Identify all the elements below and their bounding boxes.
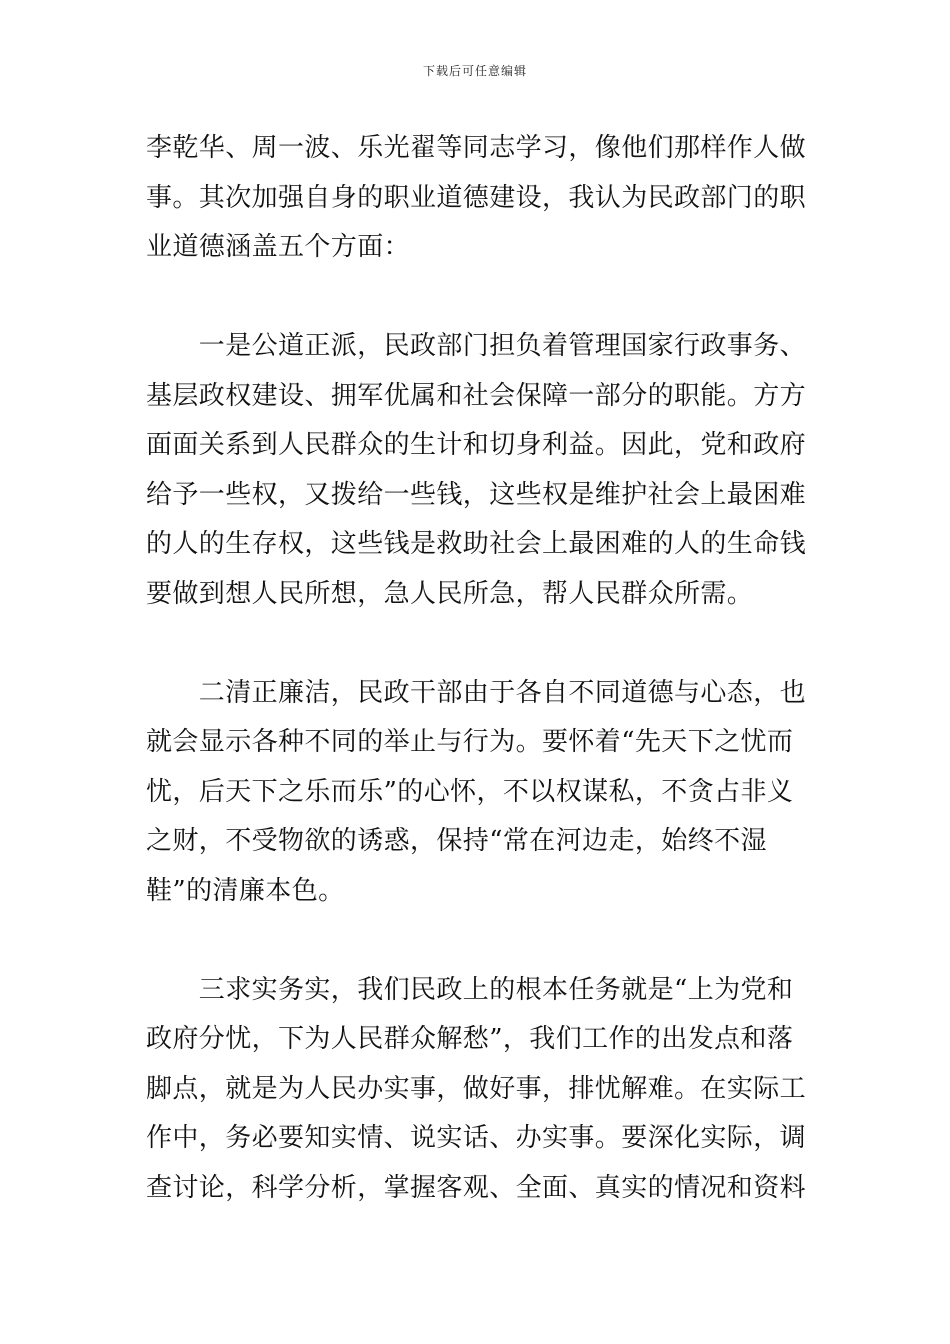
text-line: 三求实务实，我们民政上的根本任务就是“上为党和 [146, 974, 794, 1005]
paragraph-intro [146, 124, 808, 273]
text-line: 基层政权建设、拥军优属和社会保障一部分的职能。方方 [146, 380, 807, 411]
text-line: 查讨论，科学分析，掌握客观、全面、真实的情况和资料 [146, 1172, 807, 1203]
text-line: 一是公道正派，民政部门担负着管理国家行政事务、 [146, 331, 807, 361]
text-line: 之财，不受物欲的诱惑，保持“常在河边走，始终不湿 [146, 826, 767, 856]
text-line: 就会显示各种不同的举止与行为。要怀着“先天下之忧而 [146, 727, 794, 757]
page-header-note: 下载后可任意编辑 [422, 64, 527, 78]
text-line: 脚点，就是为人民办实事，做好事，排忧解难。在实际工 [146, 1073, 807, 1104]
paragraph-point-one [146, 322, 808, 619]
text-line: 忧，后天下之乐而乐”的心怀，不以权谋私，不贪占非义 [146, 776, 794, 807]
text-line: 事。其次加强自身的职业道德建设，我认为民政部门的职 [146, 182, 807, 213]
document-body [146, 124, 808, 1213]
text-line: 二清正廉洁，民政干部由于各自不同道德与心态，也 [146, 677, 807, 708]
text-line: 鞋”的清廉本色。 [146, 875, 345, 906]
paragraph-point-three [146, 966, 808, 1214]
text-line: 要做到想人民所想，急人民所急，帮人民群众所需。 [146, 578, 754, 609]
text-line: 面面关系到人民群众的生计和切身利益。因此，党和政府 [146, 430, 807, 460]
text-line: 业道德涵盖五个方面： [146, 232, 411, 262]
text-line: 给予一些权，又拨给一些钱，这些权是维护社会上最困难 [146, 479, 807, 510]
paragraph-spacer [146, 916, 808, 966]
paragraph-point-two [146, 669, 808, 917]
paragraph-spacer [146, 619, 808, 669]
text-line: 李乾华、周一波、乐光翟等同志学习，像他们那样作人做 [146, 133, 807, 163]
text-line: 的人的生存权，这些钱是救助社会上最困难的人的生命钱 [146, 529, 807, 559]
text-line: 政府分忧，下为人民群众解愁”，我们工作的出发点和落 [146, 1024, 794, 1054]
text-line: 作中，务必要知实情、说实话、办实事。要深化实际，调 [146, 1123, 807, 1153]
paragraph-spacer [146, 273, 808, 323]
